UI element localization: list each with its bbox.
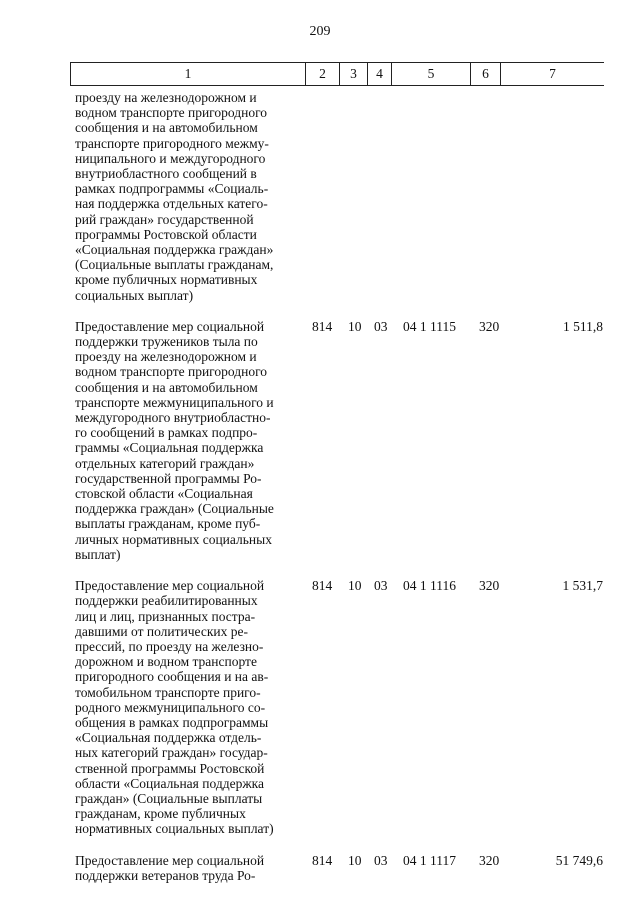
row-code-expense: 320 [479, 852, 500, 868]
row-description: проезду на железнодорожном и водном транспорте пригородного сообщения и на автомобильном транспорте пригородного межму- ниципального и междугородного внутриобластного сообщений в рамках подпрограммы «Социаль- ная поддержка отдельных катего- рий граждан» государственной программы Ростовской области «Социальная поддержка граждан» (Социальные выплаты гражданам, кроме публичных нормативных социальных выплат) [75, 90, 274, 303]
table-row [75, 578, 603, 836]
row-code-expense [479, 90, 509, 303]
row-code-subsection: 03 [374, 318, 388, 334]
row-code-target: 04 1 1116 [403, 578, 456, 594]
header-col-7: 7 [549, 66, 556, 81]
row-amount [509, 90, 603, 303]
row-code-ministry [312, 90, 344, 303]
row-code-ministry: 814 [312, 852, 333, 868]
row-code-section [348, 90, 374, 303]
row-code-ministry: 814 [312, 318, 333, 334]
row-code-ministry: 814 [312, 578, 333, 594]
header-col-6: 6 [471, 63, 501, 85]
row-code-expense: 320 [479, 318, 500, 334]
header-col-5: 5 [392, 63, 471, 85]
row-amount: 1 531,7 [562, 578, 603, 594]
table-row [75, 90, 603, 303]
table-header [70, 62, 604, 86]
row-code-expense: 320 [479, 578, 500, 594]
table-row [75, 319, 603, 562]
row-amount: 51 749,6 [555, 852, 603, 868]
row-code-target [403, 90, 479, 303]
header-col-4: 4 [368, 63, 392, 85]
row-code-subsection: 03 [374, 578, 388, 594]
row-description: Предоставление мер социальной поддержки тружеников тыла по проезду на железнодорожном и водном транспорте пригородного сообщения и на автомобильном транспорте межмуниципального и междугородного внутриобластно- го сообщений в рамках подпро- граммы «Социальная поддержка отдельных категорий граждан» государственной программы Ро- стовской области «Социальная поддержка граждан» (Социальные выплаты гражданам, кроме пуб- личных нормативных социальных выплат) [75, 318, 274, 562]
table-body [75, 90, 603, 899]
row-code-section: 10 [348, 318, 362, 334]
row-code-section: 10 [348, 578, 362, 594]
row-code-subsection: 03 [374, 852, 388, 868]
row-amount: 1 511,8 [563, 318, 603, 334]
row-code-target: 04 1 1115 [403, 318, 456, 334]
header-col-2: 2 [306, 63, 340, 85]
table-row [75, 853, 603, 883]
row-code-target: 04 1 1117 [403, 852, 456, 868]
row-description: Предоставление мер социальной поддержки реабилитированных лиц и лиц, признанных постра- давшими от политических ре- прессий, по проезду на железно- дорожном и водном транспорте пригородного сообщения и на ав- томобильном транспорте приго- родного межмуниципального со- общения в рамках подпрограммы «Социальная поддержка отдель- ных категорий граждан» государ- ственной программы Ростовской области «Социальная поддержка граждан» (Социальные выплаты гражданам, кроме публичных нормативных социальных выплат) [75, 578, 274, 837]
page-number: 209 [309, 24, 331, 39]
row-code-subsection [374, 90, 398, 303]
header-col-3: 3 [340, 63, 368, 85]
header-col-1: 1 [71, 63, 306, 85]
row-code-section: 10 [348, 852, 362, 868]
row-description: Предоставление мер социальной поддержки ветеранов труда Ро- [75, 852, 265, 883]
